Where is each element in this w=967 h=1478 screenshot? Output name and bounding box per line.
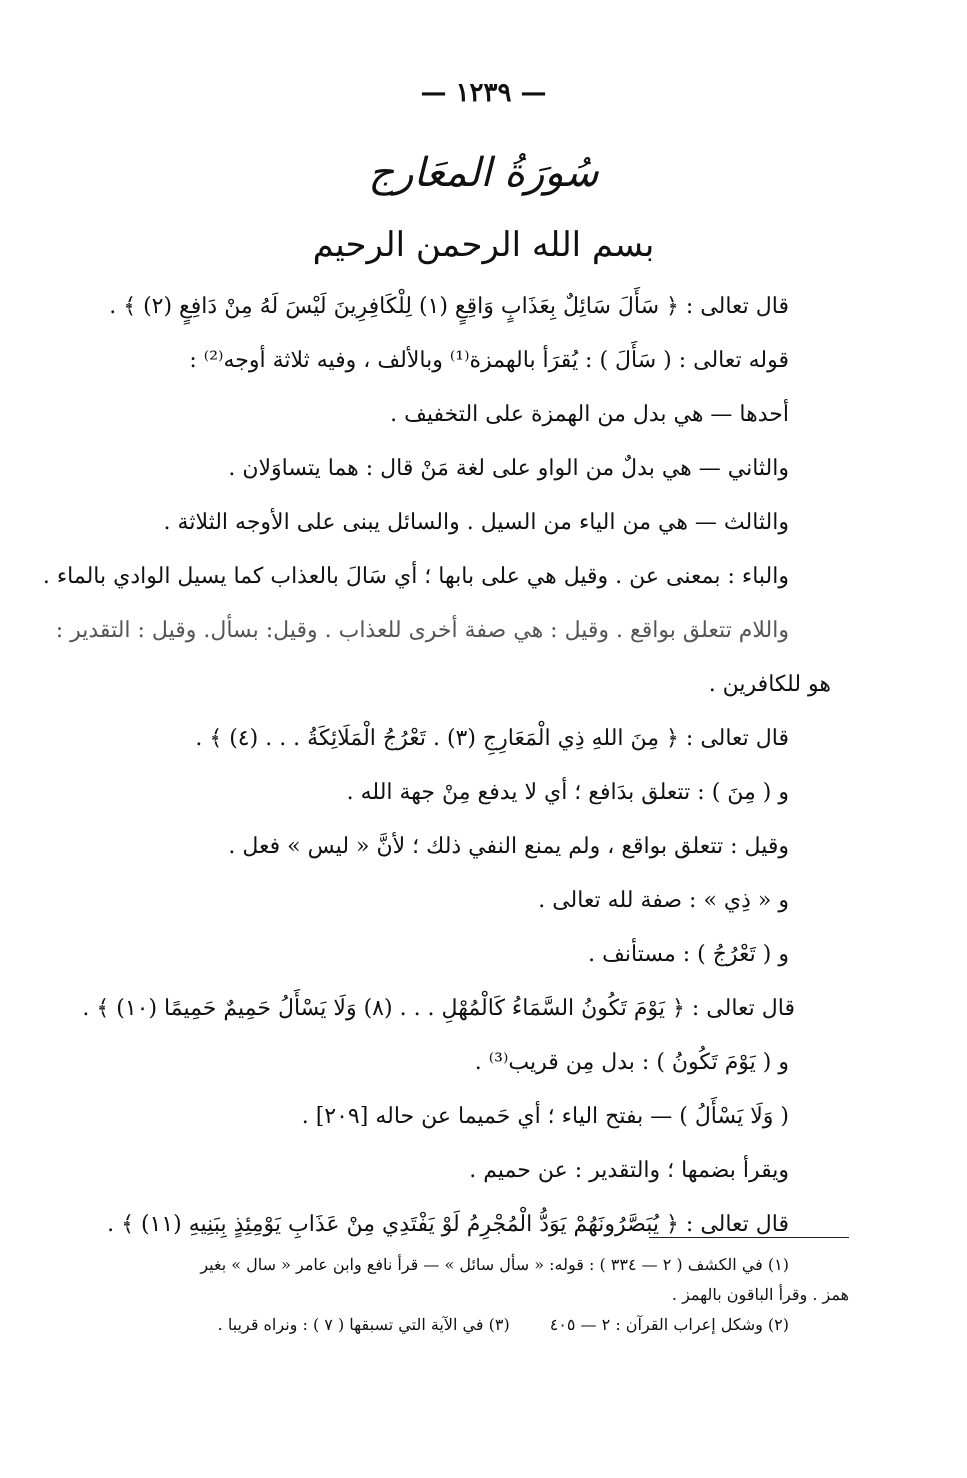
text-line: قال تعالى : ﴿ يَوْمَ تَكُونُ السَّمَاءُ كَالْمُهْلِ . . . (٨) وَلَا يَسْأَلُ حَمِيمٌ حَمِيمًا (١٠) ﴾ . [82,996,795,1021]
text-line: قال تعالى : ﴿ يُبَصَّرُونَهُمْ يَوَدُّ الْمُجْرِمُ لَوْ يَفْتَدِي مِنْ عَذَابِ يَوْمِئِذٍ بِبَنِيهِ (١١) ﴾ . [107,1212,789,1237]
text-line: واللام تتعلق بواقع . وقيل : هي صفة أخرى للعذاب . وقيل: بسأل. وقيل : التقدير : [55,618,789,643]
text-line: أحدها — هي بدل من الهمزة على التخفيف . [390,402,789,427]
text-line: هو للكافرين . [708,672,831,697]
footnote-divider [649,1237,849,1238]
footnote-2: (٢) وشكل إعراب القرآن : ٢ — ٤٠٥ [549,1315,789,1334]
footnotes [69,1250,849,1340]
text-line: و ( يَوْمَ تَكُونُ ) : بدل مِن قريب⁽³⁾ . [474,1050,789,1075]
text-line: ( وَلَا يَسْأَلُ ) — بفتح الياء ؛ أي حَميما عن حاله [٢٠٩] . [301,1104,789,1129]
body-text [42,280,831,1252]
text-line: ويقرأ بضمها ؛ والتقدير : عن حميم . [469,1158,789,1183]
surah-title: سُورَةُ المعَارج [368,150,599,196]
footnote-1-continued: همز . وقرأ الباقون بالهمز . [671,1285,849,1304]
text-line: والثاني — هي بدلٌ من الواو على لغة مَنْ قال : هما يتساوَلان . [228,456,789,481]
basmala: بسم الله الرحمن الرحيم [312,225,655,265]
text-line: و ( تَعْرُجُ ) : مستأنف . [588,942,789,967]
text-line: قال تعالى : ﴿ سَأَلَ سَائِلٌ بِعَذَابٍ وَاقِعٍ (١) لِلْكَافِرِينَ لَيْسَ لَهُ مِنْ دَافِعٍ (٢) ﴾ . [109,294,789,319]
text-line: قال تعالى : ﴿ مِنَ اللهِ ذِي الْمَعَارِجِ (٣) . تَعْرُجُ الْمَلَائِكَةُ . . . (٤) ﴾ . [195,726,789,751]
text-line: و ( مِنَ ) : تتعلق بدَافع ؛ أي لا يدفع مِنْ جهة الله . [346,780,789,805]
text-line: وقيل : تتعلق بواقع ، ولم يمنع النفي ذلك ؛ لأنَّ « ليس » فعل . [228,834,789,859]
footnotes-row [69,1310,789,1340]
text-line: والثالث — هي من الياء من السيل . والسائل يبنى على الأوجه الثلاثة . [163,510,789,535]
text-line: قوله تعالى : ( سَأَلَ ) : يُقرَأ بالهمزة⁽¹⁾ وبالألف ، وفيه ثلاثة أوجه⁽²⁾ : [189,348,789,373]
page-number: — ١٢٣٩ — [420,78,547,108]
text-line: والباء : بمعنى عن . وقيل هي على بابها ؛ أي سَالَ بالعذاب كما يسيل الوادي بالماء . [42,564,789,589]
footnote-3: (٣) في الآية التي تسبقها ( ٧ ) : ونراه قريبا . [217,1315,510,1334]
footnote-1: (١) في الكشف ( ٢ — ٣٣٤ ) : قوله: « سأل سائل » — قرأ نافع وابن عامر « سال » بغير [200,1255,789,1274]
text-line: و « ذِي » : صفة لله تعالى . [538,888,789,913]
